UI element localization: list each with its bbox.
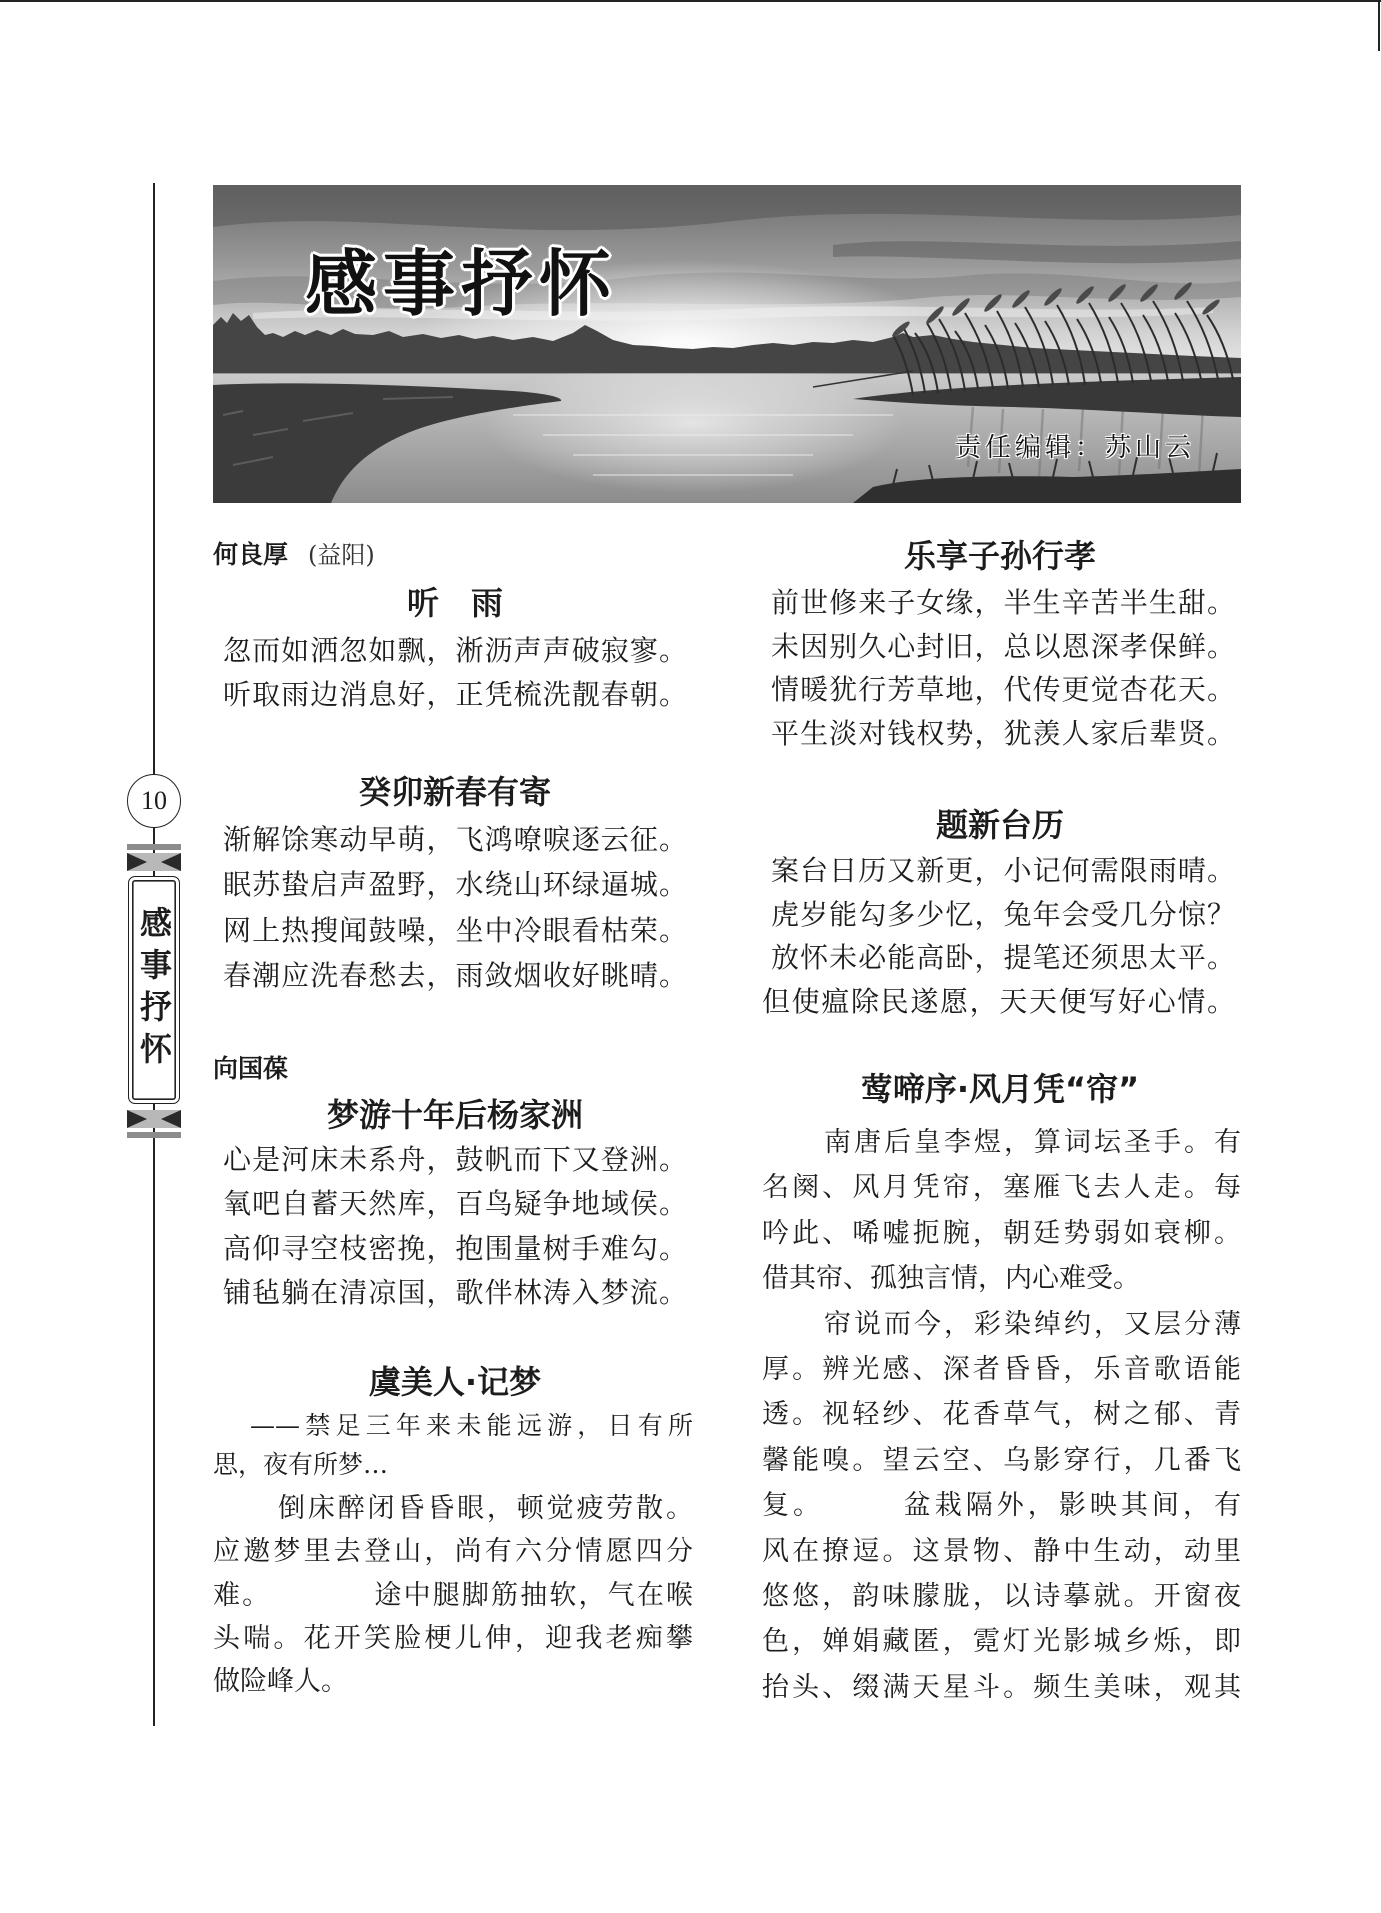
poem-line: 南唐后皇李煜，算词坛圣手。有 [824,1127,1241,1158]
poem-line: 色，婵娟藏匿，霓灯光影城乡烁，即 [762,1626,1241,1658]
poem-line: 网上热搜闻鼓噪，坐中冷眼看枯荣。 [223,913,687,947]
page-corner-border [1378,0,1380,51]
poem-line: 厚。辨光感、深者昏昏，乐音歌语能 [762,1353,1241,1385]
preface-line: 思，夜有所梦… [213,1450,389,1479]
poem-line: 未因别久心封旧，总以恩深孝保鲜。 [771,629,1235,663]
poem-body [213,1487,693,1703]
poem-line: 眠苏蛰启声盈野，水绕山环绿逼城。 [223,868,687,902]
poem-line: 复。 盆栽隔外，影映其间，有 [762,1490,1241,1522]
poem-body [762,849,1235,1024]
poem-line: 忽而如洒忽如飘，淅沥声声破寂寥。 [223,634,687,667]
poem-line: 高仰寻空枝密挽，抱围量树手难勾。 [223,1231,687,1265]
poem-line: 倒床醉闭昏昏眼，顿觉疲劳散。 [278,1493,693,1524]
author-name: 向国葆 [213,1054,289,1083]
poem-line: 透。视轻纱、花香草气，树之郁、青 [762,1399,1241,1431]
page-number: 10 [127,774,181,828]
page-top-border [0,0,1381,2]
poem-line: 前世修来子女缘，半生辛苦半生甜。 [771,586,1235,619]
poem-line: 春潮应洗春愁去，雨敛烟收好眺晴。 [223,958,687,992]
author-name: 何良厚 [213,540,289,569]
section-tab [128,876,180,1104]
poem-body [223,817,687,998]
poem-line: 悠悠，韵味朦胧，以诗摹就。开窗夜 [762,1580,1241,1612]
poem-title: 梦游十年后杨家洲 [326,1096,583,1134]
section-tab-label: 感事抒怀 [135,906,173,1074]
author-place: (益阳) [308,541,375,569]
poem-line: 难。 途中腿脚筋抽软，气在喉 [213,1579,693,1611]
poem-line: 抬头、缀满天星斗。频生美味，观其 [762,1671,1241,1703]
editor-credit: 责任编辑：苏山云 [955,433,1196,463]
poem-body [223,1138,687,1315]
preface-line: ——禁足三年来未能远游，日有所 [250,1411,693,1440]
poem-line: 虎岁能勾多少忆，兔年会受几分惊？ [771,897,1235,931]
poem-line: 风在撩逗。这景物、静中生动，动里 [762,1535,1241,1567]
poem-line: 铺毡躺在清凉国，歌伴林涛入梦流。 [223,1275,687,1309]
poem-line: 名阕、风月凭帘，塞雁飞去人走。每 [762,1172,1241,1204]
poem-line: 听取雨边消息好，正凭梳洗靓春朝。 [223,678,687,711]
poem-body [223,629,687,717]
poem-title: 虞美人·记梦 [368,1363,542,1401]
poem-line: 但使瘟除民遂愿，天天便写好心情。 [762,985,1235,1019]
author-byline [213,1052,288,1086]
poem-body [762,1120,1241,1710]
poem-title: 莺啼序·风月凭“帘” [860,1070,1140,1108]
poem-line: 案台日历又新更，小记何需限雨晴。 [771,854,1235,887]
poem-line: 吟此、唏嘘扼腕，朝廷势弱如衰柳。 [762,1217,1241,1249]
poem-line: 头喘。花开笑脸梗儿伸，迎我老痴攀 [213,1622,693,1654]
poem-line: 渐解馀寒动早萌，飞鸿嘹唳逐云征。 [223,823,687,856]
poem-title: 题新台历 [935,806,1064,844]
tab-bottom-ornament [127,1108,181,1141]
poem-title: 癸卯新春有寄 [358,773,551,811]
poem-title: 乐享子孙行孝 [903,537,1096,575]
section-title: 感事抒怀 [305,241,618,326]
poem-title: 听 雨 [406,584,503,622]
poem-line: 情暖犹行芳草地，代传更觉杏花天。 [771,673,1235,707]
poem-body [771,581,1235,755]
poem-line: 氧吧自蓄天然库，百鸟疑争地域侯。 [223,1187,687,1221]
poem-line: 心是河床未系舟，鼓帆而下又登洲。 [223,1143,687,1176]
poem-line: 帘说而今，彩染绰约，又层分薄 [824,1308,1241,1340]
tab-top-ornament [127,842,181,874]
poem-line: 平生淡对钱权势，犹羡人家后辈贤。 [771,716,1235,750]
poem-line: 应邀梦里去登山，尚有六分情愿四分 [213,1536,693,1568]
poem-preface [213,1406,693,1484]
poem-line: 借其帘、孤独言情，内心难受。 [762,1263,1140,1295]
poem-line: 馨能嗅。望云空、乌影穿行，几番飞 [762,1444,1241,1476]
author-byline [213,538,375,572]
poem-line: 做险峰人。 [213,1666,348,1698]
poem-line: 放怀未必能高卧，提笔还须思太平。 [771,941,1235,975]
